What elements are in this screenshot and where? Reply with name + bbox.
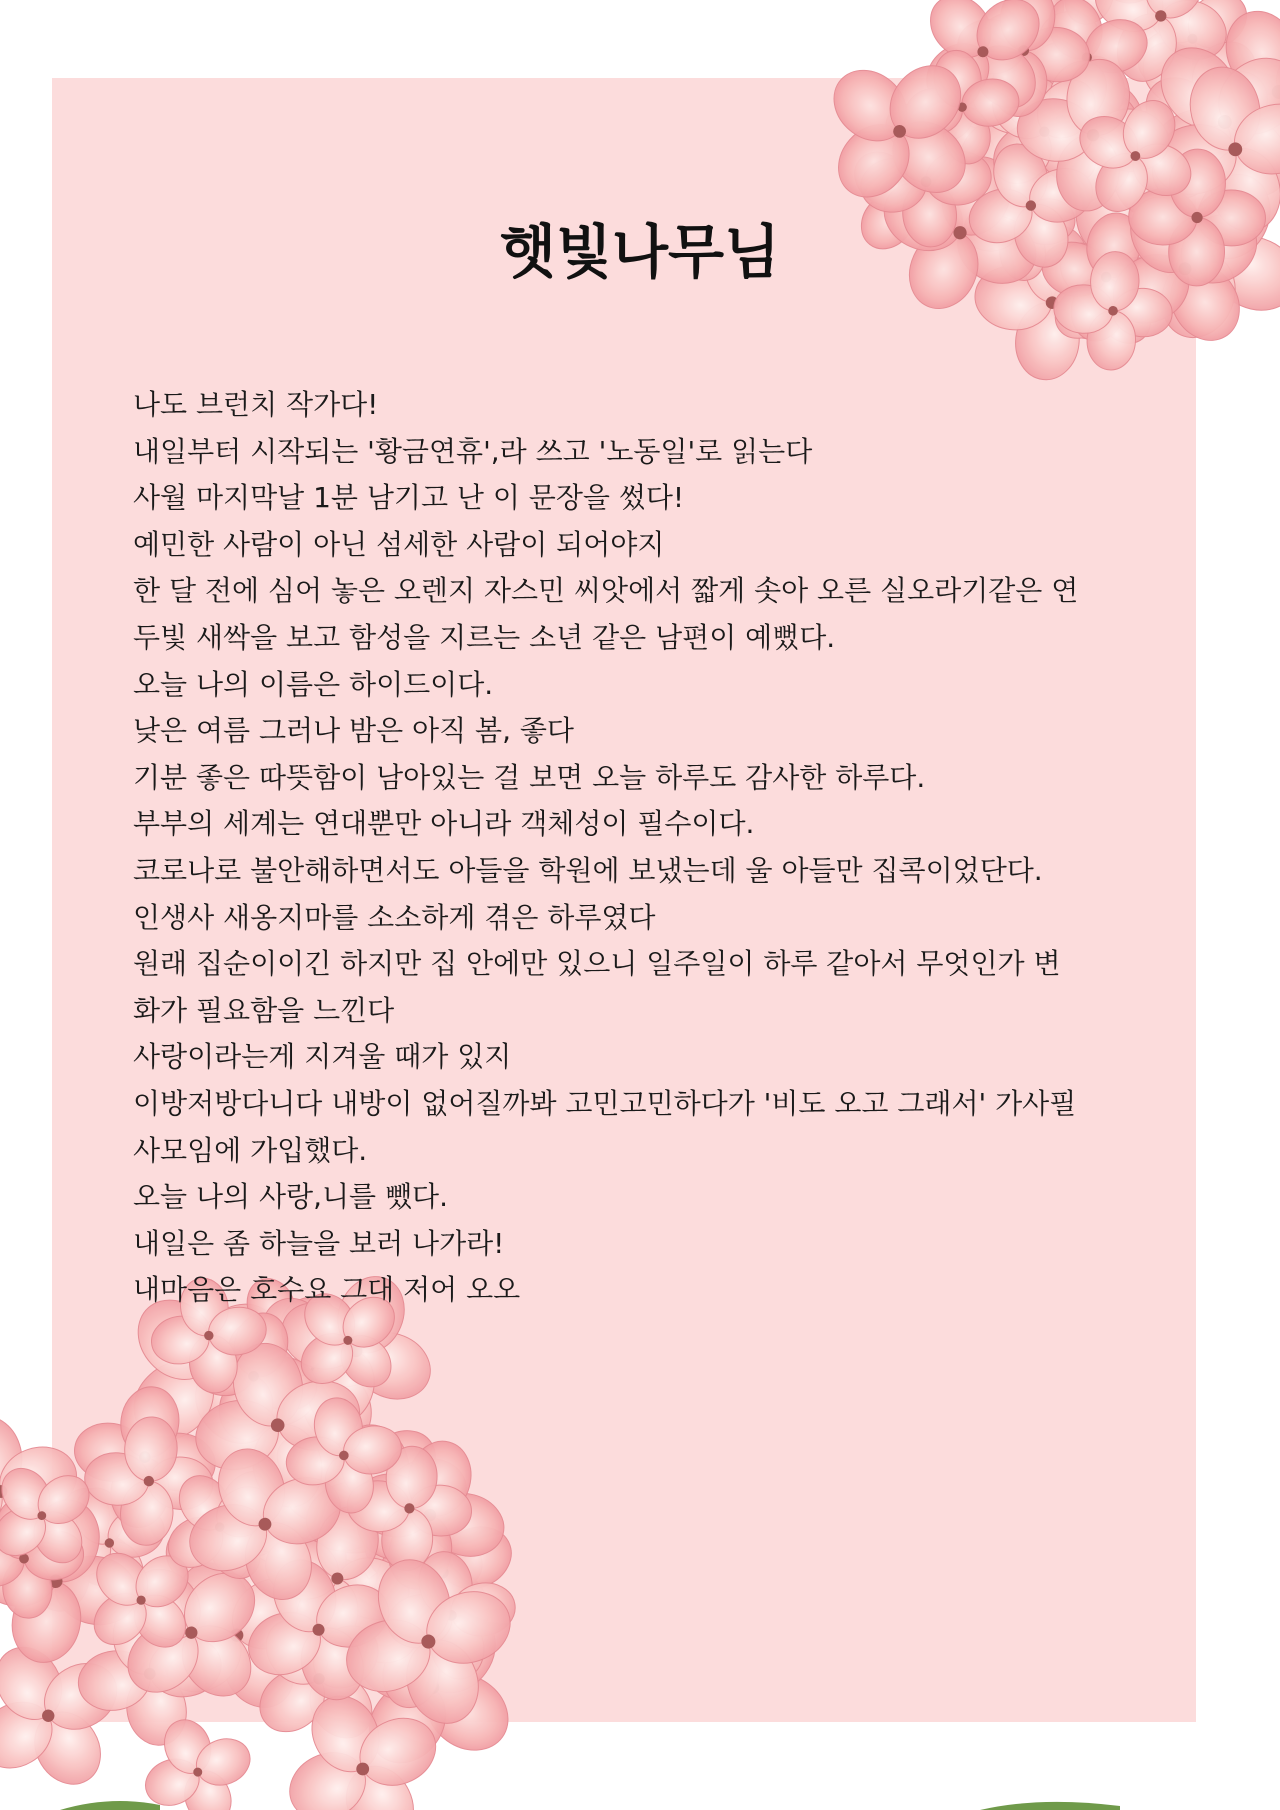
text-line: 내일은 좀 하늘을 보러 나가라!: [133, 1226, 505, 1260]
text-line: 원래 집순이이긴 하지만 집 안에만 있으니 일주일이 하루 같아서 무엇인가 변: [133, 947, 1061, 981]
leaf-icon: [60, 1801, 160, 1810]
text-line: 기분 좋은 따뜻함이 남아있는 걸 보면 오늘 하루도 감사한 하루다.: [133, 760, 926, 794]
text-line: 화가 필요함을 느낀다: [133, 993, 395, 1027]
text-line: 나도 브런치 작가다!: [133, 388, 379, 421]
text-line: 오늘 나의 이름은 하이드이다.: [133, 667, 494, 701]
top-right-hydrangea-icon: [789, 0, 1280, 389]
text-line: 인생사 새옹지마를 소소하게 겪은 하루였다: [133, 900, 656, 934]
text-line: 오늘 나의 사랑,니를 뺐다.: [133, 1180, 448, 1214]
text-line: 사모임에 가입했다.: [133, 1133, 368, 1167]
text-line: 내마음은 호수요 그대 저어 오오: [133, 1273, 521, 1307]
text-line: 두빛 새싹을 보고 함성을 지르는 소년 같은 남편이 예뻤다.: [133, 620, 836, 654]
text-line: 낮은 여름 그러나 밤은 아직 봄, 좋다: [133, 714, 574, 748]
bottom-left-hydrangea-icon: [0, 1249, 552, 1810]
text-line: 부부의 세계는 연대뿐만 아니라 객체성이 필수이다.: [133, 807, 755, 841]
text-line: 사월 마지막날 1분 남기고 난 이 문장을 썼다!: [133, 481, 685, 515]
text-lines: [133, 382, 1163, 1314]
text-line: 코로나로 불안해하면서도 아들을 학원에 보냈는데 울 아들만 집콕이었단다.: [133, 853, 1043, 887]
text-line: 내일부터 시작되는 '황금연휴',라 쓰고 '노동일'로 읽는다: [133, 434, 813, 468]
text-line: 예민한 사람이 아닌 섬세한 사람이 되어야지: [133, 527, 665, 561]
text-line: 이방저방다니다 내방이 없어질까봐 고민고민하다가 '비도 오고 그래서' 가사필: [133, 1086, 1077, 1120]
text-line: 사랑이라는게 지겨울 때가 있지: [133, 1040, 512, 1074]
text-line: 한 달 전에 심어 놓은 오렌지 자스민 씨앗에서 짧게 솟아 오른 실오라기같은 연: [133, 574, 1079, 608]
page-title: 햇빛나무님: [499, 218, 781, 286]
leaf-icon: [980, 1802, 1120, 1810]
